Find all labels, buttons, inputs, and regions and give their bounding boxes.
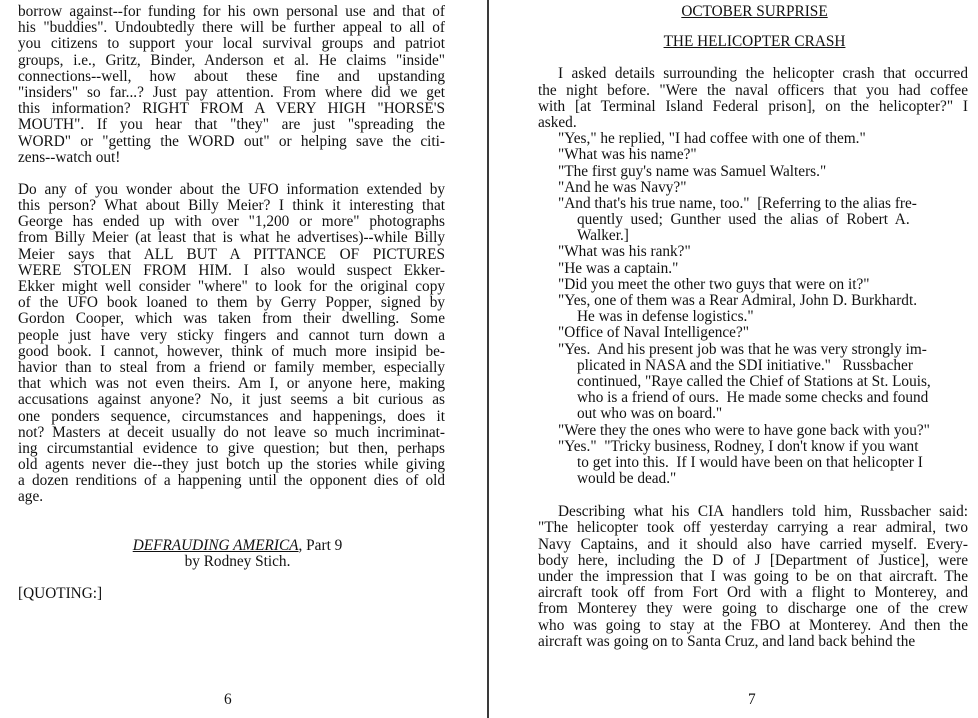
text-line: under the impression that I was going to be on that aircraft. The [538, 568, 968, 585]
text-line: "insiders" so far...? Just pay attention. From where did we get [18, 83, 445, 101]
text-line: not? Masters at deceit usually do not leave so much incriminat- [18, 423, 445, 441]
dialogue-line: continued, "Raye called the Chief of Stations at St. Louis, [577, 372, 931, 390]
book-part: , Part 9 [298, 536, 343, 554]
text-line: people just have very sticky fingers and cannot turn down a [18, 326, 445, 344]
text-line: Do any of you wonder about the UFO information extended by [18, 180, 445, 198]
dialogue-line: "Yes, one of them was a Rear Admiral, John D. Burkhardt. [558, 292, 918, 309]
text-line: this person? What about Billy Meier? I think it interesting that [18, 197, 445, 215]
text-line: "The helicopter took off yesterday carrying a rear admiral, two [538, 519, 968, 537]
text-line: the night before. "Were the naval officers that you had coffee [538, 81, 968, 99]
text-line: who was going to stay at the FBO at Monterey. And then the [538, 616, 968, 634]
paragraph-ufo-intro [18, 4, 445, 166]
book-citation [18, 538, 445, 554]
text-line: Gordon Cooper, which was taken from their dwelling. Some [18, 310, 445, 328]
text-line: I asked details surrounding the helicopter crash that occurred [558, 65, 968, 83]
text-line: Ekker might well consider "where" to look for the original copy [18, 278, 445, 295]
section-heading: OCTOBER SURPRISE [681, 3, 828, 20]
text-line: good book. I cannot, however, think of much more insipid be- [18, 342, 445, 360]
dialogue-line: would be dead." [577, 470, 677, 488]
text-line: of the UFO book loaned to them by Gerry Popper, signed by [18, 294, 445, 312]
text-line: connections--well, how about these fine and upstanding [18, 67, 445, 85]
dialogue-line: "Yes." "Tricky business, Rodney, I don't know if you want [558, 437, 919, 455]
dialogue-block [538, 131, 968, 487]
text-line: from Monterey they were going to discharge one of the crew [538, 600, 968, 618]
text-line: havior than to steal from a friend or family member, especially [18, 358, 445, 376]
text-line: asked. [538, 113, 577, 131]
text-line: with [at Terminal Island Federal prison], on the helicopter?" I [538, 97, 968, 115]
paragraph-cia-handlers [538, 504, 968, 650]
dialogue-line: plicated in NASA and the SDI initiative." Russbacher [577, 356, 913, 374]
dialogue-line: who is a friend of ours. He made some checks and found [577, 389, 929, 407]
quoting-marker: [QUOTING:] [18, 585, 103, 602]
text-line: WERE STOLEN FROM HIM. I also would suspect Ekker- [18, 261, 445, 279]
dialogue-line: "Office of Naval Intelligence?" [558, 324, 750, 342]
page-gutter [487, 0, 489, 718]
left-page [0, 0, 488, 718]
text-line: ing circumstantial evidence to give question; but then, perhaps [18, 439, 445, 457]
text-line: his "buddies". Undoubtedly there will be further appeal to all of [18, 19, 445, 37]
text-line: a dozen renditions of a happening until the opponent dies of old [18, 472, 445, 490]
text-line: you citizens to support your local survival groups and patriot [18, 35, 445, 53]
right-page [491, 0, 978, 718]
dialogue-line: "The first guy's name was Samuel Walters." [558, 162, 827, 180]
left-column [18, 4, 445, 602]
text-line: one ponders sequence, circumstances and happenings, does it [18, 407, 445, 425]
dialogue-line: quently used; Gunther used the alias of Robert A. [577, 211, 910, 229]
dialogue-line: "What was his rank?" [558, 243, 691, 261]
dialogue-line: "What was his name?" [558, 146, 697, 164]
text-line: George has ended up with over "1,200 or more" photographs [18, 213, 445, 231]
text-line: borrow against--for funding for his own personal use and that of [18, 3, 445, 20]
right-column [538, 4, 968, 650]
text-line: from Billy Meier (at least that is what he advertises)--while Billy [18, 229, 445, 247]
text-line: groups, i.e., Gritz, Binder, Anderson et al. He claims "inside" [18, 51, 445, 69]
paragraph-ufo-information [18, 182, 445, 506]
text-line: aircraft took off from Fort Ord with a flight to Monterey, and [538, 584, 968, 602]
text-line: old agents never die--they just botch up the stories while giving [18, 456, 445, 474]
text-line: MOUTH". If you hear that "they" are just "spreading the [18, 116, 445, 134]
text-line: body here, including the D of J [Department of Justice], were [538, 551, 968, 569]
subsection-heading: THE HELICOPTER CRASH [663, 33, 846, 51]
page-number-left: 6 [224, 691, 232, 708]
text-line: that which was not even theirs. Am I, or anyone here, making [18, 375, 445, 393]
book-title: DEFRAUDING AMERICA [132, 536, 299, 554]
byline: by Rodney Stich. [184, 552, 291, 570]
text-line: zens--watch out! [18, 148, 121, 166]
text-line: aircraft was going on to Santa Cruz, and land back behind the [538, 632, 916, 650]
dialogue-line: He was in defense logistics." [577, 308, 754, 326]
dialogue-line: to get into this. If I would have been on that helicopter I [577, 453, 923, 471]
dialogue-line: "Did you meet the other two guys that were on it?" [558, 275, 870, 293]
dialogue-line: "Yes. And his present job was that he was very strongly im- [558, 340, 927, 358]
text-line: Describing what his CIA handlers told him, Russbacher said: [558, 503, 968, 521]
dialogue-line: "And he was Navy?" [558, 178, 687, 196]
dialogue-line: "And that's his true name, too." [Referring to the alias fre- [558, 194, 917, 212]
dialogue-line: "Were they the ones who were to have gone back with you?" [558, 421, 930, 439]
page-number-right: 7 [748, 691, 756, 708]
dialogue-line: "He was a captain." [558, 259, 679, 277]
dialogue-line: Walker.] [577, 227, 629, 245]
text-line: accusations against anyone? No, it just seems a bit curious as [18, 391, 445, 409]
text-line: Meier says that ALL BUT A PITTANCE OF PICTURES [18, 245, 445, 263]
text-line: this information? RIGHT FROM A VERY HIGH "HORSE'S [18, 100, 445, 118]
text-line: WORD" or "getting the WORD out" or helping save the citi- [18, 132, 445, 150]
dialogue-line: "Yes," he replied, "I had coffee with one of them." [558, 130, 866, 148]
text-line: age. [18, 488, 44, 506]
paragraph-helicopter-intro [538, 66, 968, 131]
text-line: Navy Captains, and it should also have carried myself. Every- [538, 535, 968, 553]
dialogue-line: out who was on board." [577, 405, 723, 423]
